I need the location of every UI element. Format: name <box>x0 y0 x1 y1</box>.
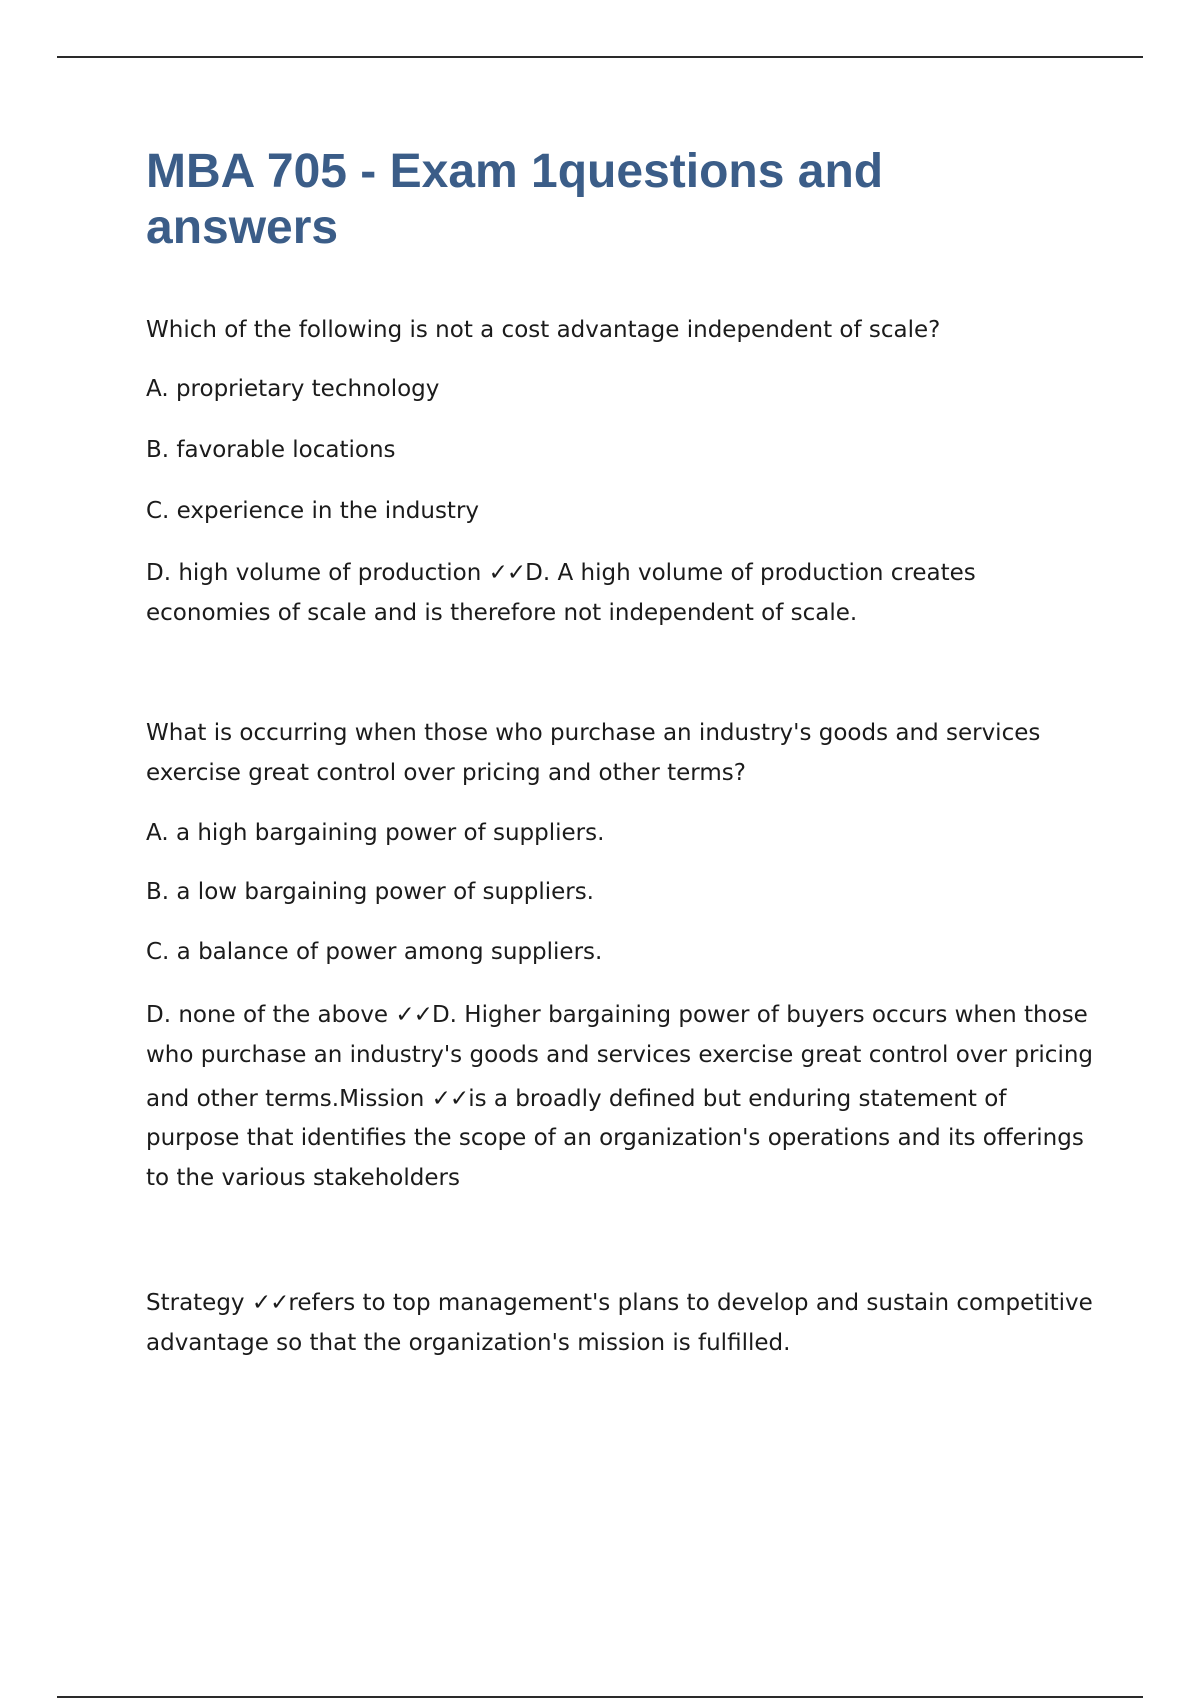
strategy-term: Strategy <box>146 1290 252 1316</box>
q1-question: Which of the following is not a cost advantage independent of scale? <box>146 317 941 343</box>
check-mark-icon: ✓✓ <box>395 1002 432 1028</box>
check-mark-icon: ✓✓ <box>488 560 526 586</box>
q2-question-line-2: exercise great control over pricing and other terms? <box>146 760 746 786</box>
title-line-1: MBA 705 - Exam 1questions and <box>146 145 884 198</box>
q2-answer-line-2: who purchase an industry's goods and services exercise great control over pricing <box>146 1042 1094 1068</box>
q2-answer-line-3 <box>146 1079 1096 1119</box>
q1-option-b: B. favorable locations <box>146 437 396 463</box>
check-mark-icon: ✓✓ <box>431 1086 469 1112</box>
top-rule <box>57 56 1143 58</box>
q2-answer-line-1: D. Higher bargaining power of buyers occurs when those <box>431 1002 1088 1028</box>
strategy-definition-line-1: refers to top management's plans to develop and sustain competitive <box>288 1290 1093 1316</box>
strategy-line-1 <box>146 1283 1096 1323</box>
bottom-rule <box>57 1696 1143 1698</box>
q2-answer-line-3-suffix: is a broadly defined but enduring statement of <box>468 1086 1007 1112</box>
q1-option-d: D. high volume of production <box>146 560 489 586</box>
q1-option-d-line <box>146 553 1096 593</box>
check-mark-icon: ✓✓ <box>251 1290 289 1316</box>
q2-answer-line-3-prefix: and other terms.Mission <box>146 1086 432 1112</box>
q2-option-d-line <box>146 995 1096 1035</box>
q1-answer-line-2: economies of scale and is therefore not independent of scale. <box>146 600 858 626</box>
strategy-definition-line-2: advantage so that the organization's mission is fulfilled. <box>146 1330 791 1356</box>
q1-option-a: A. proprietary technology <box>146 376 440 402</box>
q1-answer-line-1: D. A high volume of production creates <box>525 560 976 586</box>
title-line-2: answers <box>146 201 339 254</box>
q2-option-d: D. none of the above <box>146 1002 396 1028</box>
q2-answer-line-5: to the various stakeholders <box>146 1165 460 1191</box>
document-title <box>146 144 1046 256</box>
q2-option-c: C. a balance of power among suppliers. <box>146 939 603 965</box>
q2-question-line-1: What is occurring when those who purchase an industry's goods and services <box>146 720 1041 746</box>
q1-option-c: C. experience in the industry <box>146 498 480 524</box>
q2-option-b: B. a low bargaining power of suppliers. <box>146 879 594 905</box>
q2-option-a: A. a high bargaining power of suppliers. <box>146 820 605 846</box>
q2-answer-line-4: purpose that identifies the scope of an organization's operations and its offerings <box>146 1125 1084 1151</box>
